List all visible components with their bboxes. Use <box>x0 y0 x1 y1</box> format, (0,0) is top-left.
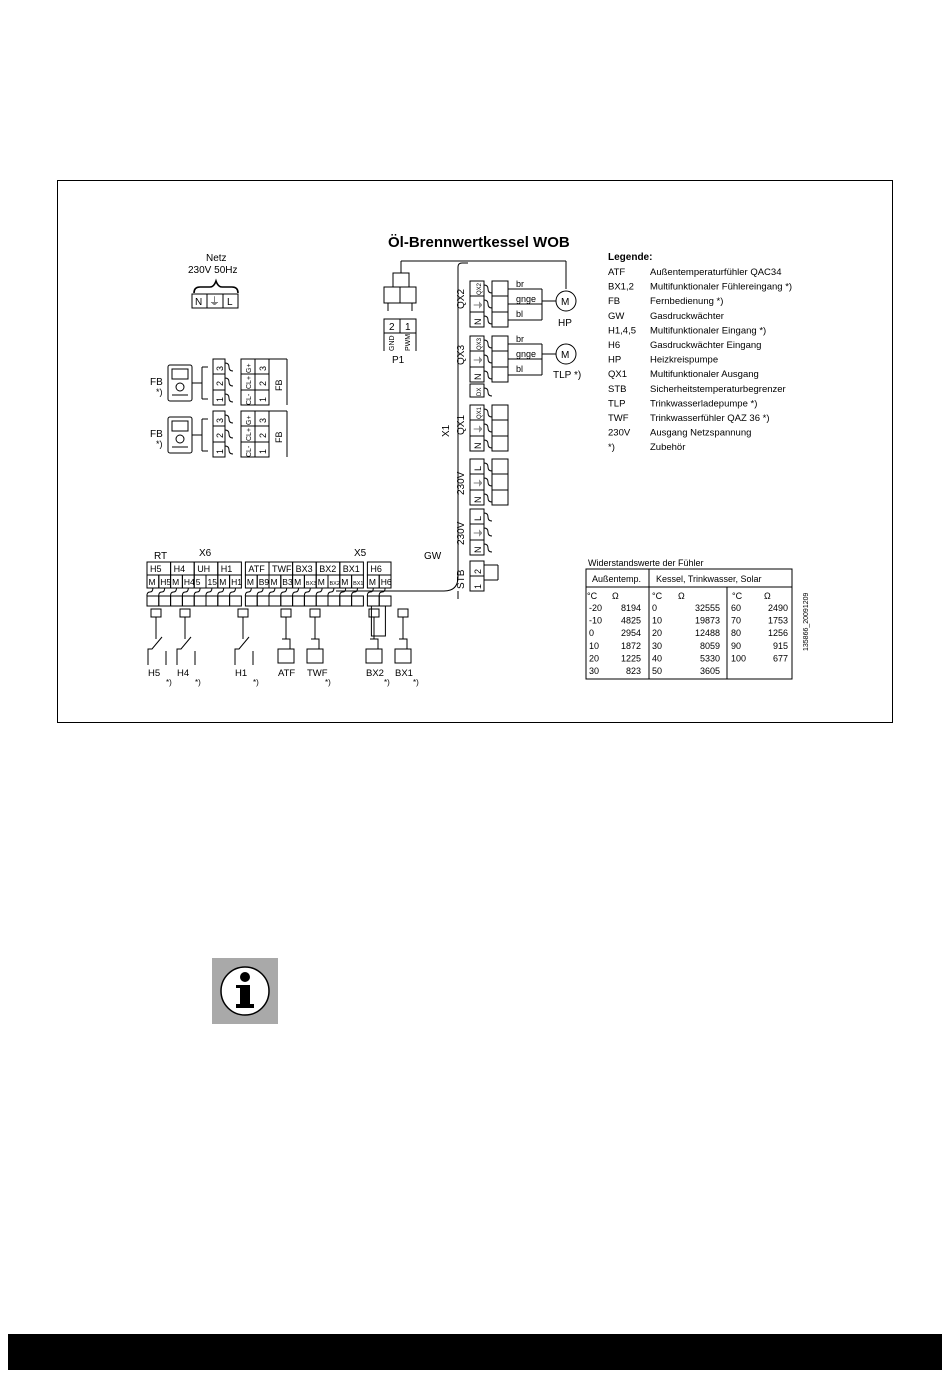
table-cell: 20 <box>652 628 663 639</box>
terminal-group-label: BX2 <box>319 564 337 574</box>
qx1-label: QX1 <box>456 414 467 435</box>
terminal-wire <box>281 588 287 596</box>
sensor-note: *) <box>384 678 390 687</box>
terminal-label: M <box>294 577 302 587</box>
legend-list <box>608 267 792 453</box>
terminal-wire <box>159 588 165 596</box>
legend-code: GW <box>608 310 625 322</box>
p1-pin-1: 1 <box>405 322 411 333</box>
mains-spec: 230V 50Hz <box>188 265 238 276</box>
terminal-wire <box>182 588 188 596</box>
v230a-terminal-pe: ⏚ <box>474 478 485 488</box>
table-unit: Ω <box>764 591 771 601</box>
v230a-label: 230V <box>456 471 467 495</box>
legend-code: TLP <box>608 398 626 410</box>
terminal-label: M <box>317 577 325 587</box>
sensor-plug <box>310 609 320 617</box>
plug-cell <box>293 596 305 606</box>
legend-desc: Gasdruckwächter <box>650 310 724 322</box>
svg-text:3: 3 <box>215 417 225 423</box>
rt-label: RT <box>154 551 168 562</box>
terminal-wire <box>304 588 310 596</box>
p1-pin-label-gnd: GND <box>389 335 396 351</box>
sensor-note: *) <box>166 678 172 687</box>
qx1-terminal-out: QX1 <box>477 406 483 419</box>
p1-label: P1 <box>392 355 405 366</box>
v230b-terminal-pe: ⏚ <box>474 528 485 538</box>
table-cell: 70 <box>731 615 742 626</box>
qx2-wire-br: br <box>516 279 525 289</box>
plug-cell <box>245 596 257 606</box>
table-cell: 677 <box>772 653 788 664</box>
svg-text:M: M <box>561 350 570 361</box>
legend-desc: Zubehör <box>650 442 686 454</box>
mains-terminal-pe: ⏚ <box>209 296 220 308</box>
plug-cell <box>340 596 352 606</box>
table-cell: 1256 <box>767 628 788 639</box>
legend-desc: Heizkreispumpe <box>650 354 719 366</box>
diagram-title: Öl-Brennwertkessel WOB <box>388 234 570 251</box>
svg-text:2: 2 <box>258 380 268 386</box>
terminal-group-label: H6 <box>370 564 382 574</box>
qx3-terminal-pe: ⏚ <box>474 355 485 365</box>
x5-label: X5 <box>354 548 367 559</box>
table-cell: 100 <box>731 653 747 664</box>
terminal-wire <box>316 588 322 596</box>
table-cell: 10 <box>589 640 600 651</box>
table-cell: 12488 <box>694 628 720 639</box>
plug-cell <box>379 596 391 606</box>
terminal-wire <box>194 588 200 596</box>
terminal-wire <box>245 588 251 596</box>
terminal-wire <box>206 588 212 596</box>
sensor-icon <box>395 649 411 663</box>
svg-text:CL+: CL+ <box>246 427 253 441</box>
terminal-wire <box>269 588 275 596</box>
footer-bar <box>8 1334 942 1370</box>
diagram-frame <box>57 180 893 723</box>
terminal-group-label: BX1 <box>342 564 360 574</box>
switch-contact-icon <box>148 637 166 665</box>
v230a-terminal-l: L <box>473 465 483 471</box>
terminal-wire <box>293 588 299 596</box>
svg-text:3: 3 <box>258 417 268 423</box>
terminal-group-label: ATF <box>248 564 265 574</box>
table-cell: 20 <box>589 653 600 664</box>
terminal-label: BX3 <box>305 581 317 587</box>
terminal-label: M <box>270 577 278 587</box>
legend-desc: Sicherheitstemperaturbegrenzer <box>650 383 786 395</box>
sensor-label: H4 <box>177 668 190 679</box>
switch-contact-icon <box>235 637 253 665</box>
terminal-group-label: BX3 <box>295 564 313 574</box>
sensor-plug <box>151 609 161 617</box>
stb-label: STB <box>456 569 467 589</box>
fb2-label: FB <box>150 429 163 440</box>
legend-code: *) <box>608 442 615 454</box>
terminal-wire <box>230 588 236 596</box>
table-cell: 1872 <box>620 640 641 651</box>
terminal-wire <box>171 588 177 596</box>
table-cell: 0 <box>652 603 658 613</box>
sensor-label: ATF <box>278 668 296 679</box>
table-cell: 4825 <box>620 615 641 626</box>
terminal-label: M <box>219 577 227 587</box>
mains-label: Netz <box>206 253 227 264</box>
sensor-icon <box>366 649 382 663</box>
legend-desc: Trinkwasserfühler QAZ 36 *) <box>650 413 770 424</box>
fb1-signal-clminus: CL- <box>246 393 253 405</box>
stb-terminal-1: 1 <box>473 583 483 589</box>
table-cell: 19873 <box>694 615 720 626</box>
terminal-label: B9 <box>258 577 270 587</box>
qx3-wire-br: br <box>516 334 525 344</box>
table-cell: 3605 <box>699 666 720 676</box>
info-box <box>212 958 278 1024</box>
sensor-note: *) <box>325 678 331 687</box>
svg-text:G+: G+ <box>246 415 253 425</box>
terminal-label: BX2 <box>329 581 340 587</box>
qx3-wire-bl: bl <box>516 364 524 374</box>
table-head-outdoor: Außentemp. <box>592 574 642 584</box>
fb1-connector-label: FB <box>274 379 284 391</box>
qx2-wire-gnge: gnge <box>516 294 537 304</box>
sensor-label: H1 <box>235 668 248 679</box>
stb-terminal-2: 2 <box>473 568 483 574</box>
mains-terminal-n: N <box>195 297 203 308</box>
drawing-id: 135866_20091209 <box>803 592 810 651</box>
table-cell: 0 <box>589 628 595 639</box>
legend-code: QX1 <box>608 369 628 381</box>
plug-cell <box>147 596 159 606</box>
fb1-signal-gplus: G+ <box>246 363 253 373</box>
terminal-group-label: TWF <box>272 564 292 574</box>
sensor-icon <box>278 649 294 663</box>
plug-cell <box>304 596 316 606</box>
qx3-label: QX3 <box>456 344 467 365</box>
qx1-terminal-pe: ⏚ <box>474 424 485 434</box>
sensor-plug <box>369 609 379 617</box>
legend-code: ATF <box>608 267 626 278</box>
plug-cell <box>230 596 242 606</box>
qx2-terminal-out: QX2 <box>477 282 483 295</box>
fb2-note: *) <box>156 439 163 449</box>
hp-pump-label: HP <box>558 318 572 329</box>
plug-cell <box>194 596 206 606</box>
resistance-table <box>586 569 792 679</box>
sensor-label: H5 <box>148 668 161 679</box>
table-cell: 5330 <box>699 653 720 664</box>
mains-terminal-l: L <box>227 297 233 308</box>
terminal-wire <box>328 588 334 596</box>
svg-text:CL-: CL- <box>246 445 253 457</box>
legend-code: STB <box>608 383 627 395</box>
plug-cell <box>182 596 194 606</box>
v230b-label: 230V <box>456 521 467 545</box>
plug-cell <box>269 596 281 606</box>
table-unit: °C <box>732 591 743 601</box>
plug-cell <box>352 596 364 606</box>
terminal-group-label: UH <box>197 564 211 574</box>
terminal-label: B3 <box>282 577 293 587</box>
table-cell: 30 <box>652 640 663 651</box>
v230b-terminal-l: L <box>473 515 483 521</box>
terminal-label: 15 <box>207 577 217 587</box>
table-cell: 10 <box>652 615 663 626</box>
table-cell: 50 <box>652 666 663 676</box>
table-unit: Ω <box>678 591 685 601</box>
qx3-terminal-out: QX3 <box>477 337 483 350</box>
svg-text:M: M <box>561 297 570 308</box>
sensor-plug <box>180 609 190 617</box>
dx-label: DX <box>477 387 483 396</box>
legend-desc: Gasdruckwächter Eingang <box>650 340 762 351</box>
legend-code: BX1,2 <box>608 281 634 293</box>
legend-desc: Ausgang Netzspannung <box>650 427 752 439</box>
legend-code: H1,4,5 <box>608 325 636 337</box>
plug-cell <box>257 596 269 606</box>
plug-cell <box>218 596 230 606</box>
terminal-group-label: H4 <box>173 564 186 574</box>
table-unit: °C <box>652 591 663 601</box>
plug-cell <box>159 596 171 606</box>
fb1-label: FB <box>150 377 163 388</box>
plug-cell <box>328 596 340 606</box>
qx2-terminal-n: N <box>473 318 483 325</box>
terminal-wire <box>147 588 153 596</box>
terminal-label: M <box>341 577 349 587</box>
fb1-pin-3: 3 <box>215 365 225 371</box>
sensor-label: TWF <box>307 668 328 679</box>
terminal-label: BX1 <box>353 581 364 587</box>
qx2-label: QX2 <box>456 288 467 309</box>
svg-text:2: 2 <box>215 432 225 438</box>
table-cell: 8194 <box>620 603 641 613</box>
terminal-label: M <box>172 577 180 587</box>
table-cell: 80 <box>731 628 742 639</box>
x1-label: X1 <box>441 424 452 437</box>
table-cell: 1753 <box>767 615 788 626</box>
plug-cell <box>206 596 218 606</box>
sensor-plug <box>281 609 291 617</box>
table-cell: -20 <box>589 603 603 613</box>
terminal-wire <box>367 588 373 596</box>
fb1-pin-1: 1 <box>215 396 225 402</box>
terminal-wire <box>257 588 263 596</box>
table-cell: 30 <box>589 666 600 676</box>
switch-contact-icon <box>177 637 195 665</box>
legend-desc: Multifunktionaler Eingang *) <box>650 325 767 337</box>
terminal-label: M <box>368 577 376 587</box>
sensor-label: BX1 <box>395 668 413 679</box>
terminal-wire <box>352 588 358 596</box>
terminal-group-label: H1 <box>220 564 233 574</box>
sensor-row <box>148 606 419 687</box>
sensor-note: *) <box>195 678 201 687</box>
table-cell: 823 <box>625 666 641 676</box>
terminal-wire <box>379 588 385 596</box>
legend-heading: Legende: <box>608 252 653 263</box>
gw-label: GW <box>424 551 442 562</box>
sensor-note: *) <box>253 678 259 687</box>
v230b-terminal-n: N <box>473 546 483 553</box>
svg-text:3: 3 <box>258 365 268 371</box>
qx3-wire-gnge: gnge <box>516 349 537 359</box>
terminal-label: M <box>246 577 254 587</box>
legend-code: 230V <box>608 427 631 439</box>
tlp-pump-label: TLP *) <box>553 370 582 381</box>
legend-code: FB <box>608 296 621 308</box>
fb1-pin-2: 2 <box>215 380 225 386</box>
legend-desc: Multifunktionaler Ausgang <box>650 369 759 381</box>
terminal-wire <box>340 588 346 596</box>
sensor-plug <box>398 609 408 617</box>
qx2-wire-bl: bl <box>516 309 524 319</box>
qx3-terminal-n: N <box>473 373 483 380</box>
p1-pin-label-pwm: PWM <box>405 333 412 351</box>
qx1-terminal-n: N <box>473 442 483 449</box>
table-unit: Ω <box>612 591 619 601</box>
table-cell: 1225 <box>620 653 641 664</box>
svg-text:1: 1 <box>215 448 225 454</box>
sensor-plug <box>238 609 248 617</box>
wiring-diagram <box>58 181 894 724</box>
terminal-label: H6 <box>380 577 392 587</box>
sensor-icon <box>307 649 323 663</box>
p1-pin-2: 2 <box>389 322 395 333</box>
legend-desc: Multifunktionaler Fühlereingang *) <box>650 281 793 293</box>
table-cell: 8059 <box>699 640 720 651</box>
terminal-label: H1 <box>231 577 242 587</box>
terminal-label: 5 <box>195 577 201 587</box>
mains-brace <box>194 281 238 293</box>
legend-desc: Außentemperaturfühler QAC34 <box>650 267 782 278</box>
table-cell: 32555 <box>694 603 720 613</box>
sensor-label: BX2 <box>366 668 384 679</box>
plug-cell <box>281 596 293 606</box>
table-body <box>587 591 788 676</box>
table-cell: 2954 <box>620 628 641 639</box>
terminal-group-label: H5 <box>150 564 162 574</box>
svg-text:1: 1 <box>258 396 268 402</box>
info-icon <box>220 966 270 1016</box>
table-cell: 915 <box>772 640 788 651</box>
legend-desc: Trinkwasserladepumpe *) <box>650 398 758 410</box>
table-cell: -10 <box>589 615 603 626</box>
svg-text:2: 2 <box>258 432 268 438</box>
table-head-boiler: Kessel, Trinkwasser, Solar <box>656 574 762 584</box>
terminal-label: H5 <box>160 577 172 587</box>
legend-code: TWF <box>608 413 629 424</box>
legend-code: H6 <box>608 340 621 351</box>
terminal-label: M <box>148 577 156 587</box>
v230a-terminal-n: N <box>473 496 483 503</box>
legend-code: HP <box>608 354 622 366</box>
table-title: Widerstandswerte der Fühler <box>588 558 704 568</box>
sensor-note: *) <box>413 678 419 687</box>
qx2-terminal-pe: ⏚ <box>474 300 485 310</box>
p1-plug-top <box>393 273 409 287</box>
plug-cell <box>316 596 328 606</box>
terminal-wire <box>218 588 224 596</box>
legend-desc: Fernbedienung *) <box>650 296 724 308</box>
table-cell: 90 <box>731 640 742 651</box>
x6-label: X6 <box>199 548 212 559</box>
table-cell: 2490 <box>767 603 788 613</box>
table-cell: 40 <box>652 653 663 664</box>
terminal-label: H4 <box>183 577 195 587</box>
svg-text:1: 1 <box>258 448 268 454</box>
terminal-group-labels <box>147 562 391 575</box>
table-unit: °C <box>587 591 598 601</box>
plug-cell <box>367 596 379 606</box>
table-cell: 60 <box>731 603 742 613</box>
fb1-note: *) <box>156 387 163 397</box>
plug-cell <box>171 596 183 606</box>
fb2-connector-label: FB <box>274 431 284 443</box>
fb1-signal-clplus: CL+ <box>246 375 253 389</box>
